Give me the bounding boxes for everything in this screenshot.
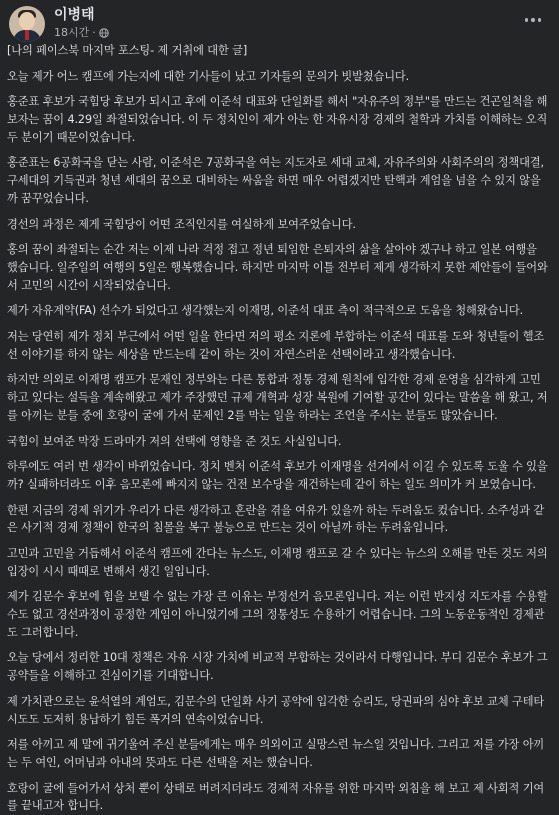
- post-timestamp-row: [54, 26, 109, 40]
- post-time[interactable]: 18시간: [54, 26, 90, 39]
- post-title-line: [나의 페이스북 마지막 포스팅- 제 거취에 대한 글]: [7, 44, 248, 57]
- post-paragraph: 홍의 꿈이 좌절되는 순간 저는 이제 나라 걱정 접고 정년 퇴임한 은퇴자의 삶을 살아야 겠구나 하고 일본 여행을 했습니다. 일주일의 여행의 5일은 행복했습니다. 하지만 마지막 이틀 전부터 제게 생각하지 못한 제안들이 들어와서 고민의 시간이 시작되었습니다.: [7, 243, 548, 292]
- avatar[interactable]: [9, 6, 45, 42]
- post-paragraph: 오늘 제가 어느 캠프에 가는지에 대한 기사들이 났고 기자들의 문의가 빗발쳤습니다.: [7, 69, 410, 83]
- post-paragraph: 홍준표는 6공화국을 닫는 사람, 이준석은 7공화국을 여는 지도자로 세대 교체, 자유주의와 사회주의의 정책대결, 구세대의 기득권과 청년 세대의 꿈으로 대비하는 싸움을 하면 매우 어렵겠지만 탄핵과 계엄을 넘을 수 있지 않을까 꿈꾸었습니다.: [7, 156, 544, 205]
- post-meta: [54, 6, 109, 40]
- post-paragraph: 국힘이 보여준 막장 드라마가 저의 선택에 영향을 준 것도 사실입니다.: [7, 434, 342, 448]
- post-paragraph: 한편 지금의 경제 위기가 우리가 다른 생각하고 혼란을 겪을 여유가 있을까 하는 두려움도 컸습니다. 소주성과 같은 사기적 경제 정책이 한국의 침몰을 복구 불능으로 만드는 것이 아닐까 하는 두려움입니다.: [7, 503, 545, 535]
- post-paragraph: 제 가치관으로는 윤석열의 계엄도, 김문수의 단일화 사기 공약에 입각한 승리도, 당권파의 심야 후보 교체 구테타 시도도 도저히 용납하기 힘든 폭거의 연속이었습니다.: [7, 694, 545, 726]
- more-options-icon[interactable]: [521, 10, 545, 30]
- post-paragraph: 제가 김문수 후보에 힘을 보탤 수 없는 가장 큰 이유는 부정선거 음모론입니다. 저는 이런 반지성 지도자를 수용할 수도 없고 경선과정이 공정한 게임이 아니었기에 그의 정통성도 수용하기 어렵습니다. 그의 노동운동적인 경제관도 그러합니다.: [7, 590, 548, 639]
- post-paragraph: 고민과 고민을 거듭해서 이준석 캠프에 간다는 뉴스도, 이재명 캠프로 갈 수 있다는 뉴스의 오해를 만든 것도 저의 입장이 시시 때때로 변해서 생긴 일입니다.: [7, 546, 548, 578]
- post-paragraph: 홍준표 후보가 국힘당 후보가 되시고 후에 이준석 대표와 단일화를 해서 "자유주의 정부"를 만드는 건곤일척을 해보자는 꿈이 4.29일 좌절되었습니다. 이 두 정치인이 제가 아는 한 자유시장 경제의 철학과 가치를 이해하는 오직 두 분이기 때문이었습니다.: [7, 95, 548, 144]
- author-name[interactable]: 이병태: [54, 7, 95, 23]
- post-paragraph: 하루에도 여러 번 생각이 바뀌었습니다. 정치 벤처 이준석 후보가 이재명을 선거에서 이길 수 있도록 도울 수 있을까? 실패하더라도 이후 음모론에 빠지지 않는 건전 보수당을 재건하는데 같이 하는 일도 의미가 커 보였습니다.: [7, 460, 548, 491]
- globe-icon[interactable]: [99, 28, 109, 38]
- post-paragraph: 경선의 과정은 제게 국힘당이 어떤 조직인지를 여실하게 보여주었습니다.: [7, 217, 356, 231]
- post-paragraph: 제가 자유계약(FA) 선수가 되었다고 생각했는지 이재명, 이준석 대표 측이 적극적으로 도움을 청해왔습니다.: [7, 304, 524, 318]
- post-paragraph: 저는 당연히 제가 정치 부근에서 어떤 일을 한다면 저의 평소 지론에 부합하는 이준석 대표를 도와 청년들이 헬조선 이야기를 하지 않는 세상을 만드는데 같이 하는 것이 자연스러운 선택이라고 생각했습니다.: [7, 329, 545, 361]
- post-header: [7, 0, 549, 42]
- post-body: [7, 42, 549, 815]
- post-paragraph: 저를 아끼고 제 말에 귀기울여 주신 분들에게는 매우 의외이고 실망스런 뉴스일 것입니다. 그리고 저를 가장 아끼는 두 여인, 어머님과 아내의 뜻과도 다른 선택을 저는 했습니다.: [7, 738, 545, 770]
- post-paragraph: 호랑이 굴에 들어가서 상처 뿐이 상태로 버려지더라도 경제적 자유를 위한 마지막 외침을 해 보고 제 사회적 기여를 끝내고자 합니다.: [7, 781, 545, 813]
- post-paragraph: 하지만 의외로 이재명 캠프가 문재인 정부와는 다른 통합과 정통 경제 원칙에 입각한 경제 운영을 심각하게 고민하고 있다는 설득을 계속해왔고 제가 주장했던 규제 개혁과 성장 복원에 기여할 공간이 있다는 말씀을 해 왔고, 저를 아끼는 분들 중에 호랑이 굴에 가서 문제인 2를 막는 일을 하라는 조언을 주시는 분들도 많았습니다.: [7, 373, 548, 422]
- post-paragraph: 오늘 당에서 정리한 10대 정책은 자유 시장 가치에 비교적 부합하는 것이라서 다행입니다. 부디 김문수 후보가 그 공약들을 이해하고 진심이기를 기대합니다.: [7, 651, 548, 683]
- meta-separator: ·: [92, 26, 96, 39]
